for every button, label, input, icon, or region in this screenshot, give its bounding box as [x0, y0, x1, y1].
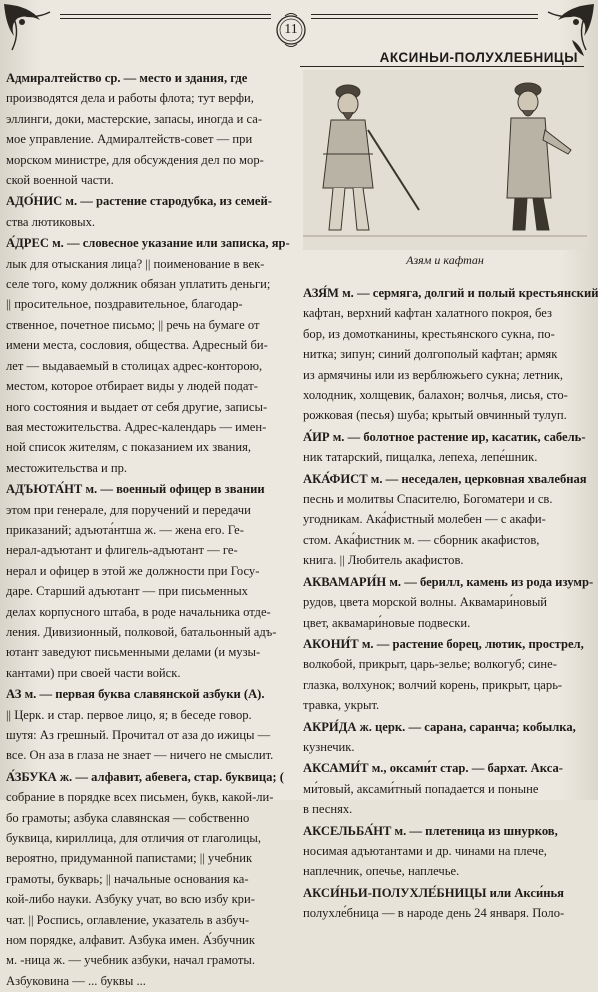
entry-line: полухле́бница — в народе день 24 января. Поло- [303, 906, 565, 921]
entry-line: кузнечик. [303, 739, 355, 754]
entry-line: АКОНИ́Т м. — растение борец, лютик, прострел, [303, 636, 584, 651]
entry-line: АДЪЮТА́НТ м. — военный офицер в звании [6, 482, 265, 497]
entry-line: Азбуковина — ... буквы ... [6, 973, 146, 988]
entry-line: ник татарский, пищалка, лепеха, лепе́шник. [303, 450, 538, 465]
entry-line: ной список жителям, с показанием их звания, [6, 440, 252, 455]
entry-line: вероятно, придуманной папистами; || учебник [6, 851, 253, 866]
entry-line: ства лютиковых. [6, 214, 96, 229]
entry-line: кой-либо науки. Азбуку учат, во всю избу кри- [6, 892, 255, 907]
entry-line: глазка, волхунок; волчий корень, прикрыт, царь- [303, 677, 563, 692]
entry-line: все. Он аза в глаза не знает — ничего не смыслит. [6, 748, 274, 763]
entry-line: из армячины или из верблюжьего сукна; летник, [303, 367, 564, 382]
dictionary-entry [303, 634, 591, 716]
entry-line: песнь и молитвы Спасителю, Богоматери и св. [303, 492, 553, 507]
entry-line: АЗЯ́М м. — сермяга, долгий и полый крестьянский [303, 286, 598, 300]
entry-line: ской военной части. [6, 173, 114, 188]
entry-line: АЗ м. — первая буква славянской азбуки (А). [6, 687, 265, 702]
entry-line: чат. || Роспись, оглавление, указатель в азбуч- [6, 912, 250, 927]
entry-line: А́ДРЕС м. — словесное указание или записка, яр- [6, 236, 290, 251]
entry-line: ном порядке, алфавит. Азбука имен. А́збучник [6, 933, 255, 948]
dictionary-entry [303, 572, 594, 633]
entry-line: грамоты, букварь; || начальные основания ка- [6, 871, 249, 886]
entry-line: делах корпусного штаба, в роде начальника отде- [6, 604, 271, 619]
entry-line: АДО́НИС м. — растение стародубка, из семей- [6, 194, 272, 209]
entry-line: АКСАМИ́Т м., оксами́т стар. — бархат. Акса- [303, 761, 563, 776]
dictionary-entry [303, 469, 591, 571]
entry-line: селе того, кому должник обязан уплатить деньги; [6, 277, 271, 292]
page-number-badge [271, 10, 311, 50]
entry-line: ственное, почетное письмо; || речь на бумаге от [6, 317, 260, 332]
dictionary-entry [6, 767, 298, 991]
entry-line: лет — выдаваемый в столицах адрес-конторою, [6, 358, 263, 373]
entry-line: вая местожительства. Адрес-календарь — имен- [6, 419, 267, 434]
entry-line: местом, которое отбирает виды у людей подат- [6, 379, 258, 394]
entry-line: морском министре, для обсуждения дел по мор- [6, 152, 264, 167]
peasants-in-kaftans-illustration [303, 70, 587, 250]
entry-line: книга. || Любитель акафистов. [303, 553, 464, 568]
entry-line: носимая адъютантами и др. чинами на плече, [303, 843, 547, 858]
entry-line: бо грамоты; азбука славянская — собственно [6, 810, 250, 825]
entry-line: волкобой, прикрыт, царь-зелье; волкогуб; сине- [303, 657, 557, 672]
entry-line: АКРИ́ДА ж. церк. — сарана, саранча; кобылка, [303, 719, 576, 734]
right-column [303, 283, 598, 925]
entry-line: рудов, цвета морской волны. Аквамари́новый [303, 595, 548, 610]
entry-line: рожковая (песья) шуба; крытый овчинный тулуп. [303, 408, 567, 423]
dictionary-entry [303, 283, 598, 426]
running-head-rule [300, 66, 584, 67]
entry-line: буквица, кириллица, для отличия от глаголицы, [6, 831, 262, 846]
running-head: АКСИНЬИ-ПОЛУХЛЕБНИЦЫ [379, 50, 578, 65]
entry-line: А́ЗБУКА ж. — алфавит, абевега, стар. буквица; ( [6, 769, 284, 784]
entry-line: собрание в порядке всех письмен, букв, какой-ли- [6, 790, 274, 805]
entry-line: || Церк. и стар. первое лицо, я; в беседе говор. [6, 707, 252, 722]
entry-line: эллинги, доки, мастерские, запасы, иногда и са- [6, 111, 263, 126]
entry-line: нерал-адъютант и флигель-адъютант — ге- [6, 543, 238, 558]
entry-line: цвет, аквамари́новые подвески. [303, 615, 471, 630]
entry-line: АКВАМАРИ́Н м. — берилл, камень из рода изумр- [303, 574, 594, 589]
entry-line: холодник, холщевик, балахон; волчья, лисья, сто- [303, 388, 568, 403]
dictionary-entry [303, 717, 591, 758]
entry-line: Адмиралтейство ср. — место и здания, где [6, 71, 248, 85]
entry-line: лык для отыскания лица? || поименование в век- [6, 256, 265, 271]
entry-line: нерал и офицер в этой же должности при Госу- [6, 563, 260, 578]
entry-line: кантами) при своей части войск. [6, 665, 181, 680]
entry-line: мое управление. Адмиралтейств-совет — при [6, 132, 253, 147]
entry-line: АКА́ФИСТ м. — неседален, церковная хвалебная [303, 471, 587, 486]
entry-line: АКСИ́НЬИ-ПОЛУХЛЕ́БНИЦЫ или Акси́нья [303, 885, 564, 900]
entry-line: бор, из домотканины, крестьянского сукна, по- [303, 326, 555, 341]
dictionary-entry [303, 883, 591, 924]
dictionary-entry [6, 479, 298, 683]
dictionary-entry [303, 821, 591, 882]
entry-line: местожительства и пр. [6, 460, 128, 475]
entry-line: производятся дела и работы флота; тут верфи, [6, 91, 254, 106]
entry-line: нитка; зипун; синий долгополый кафтан; армяк [303, 347, 558, 362]
entry-line: стом. Ака́фистник м. — сборник акафистов, [303, 532, 540, 547]
entry-line: кафтан, верхний кафтан халатного покроя, без [303, 306, 552, 321]
illustration-caption: Азям и кафтан [406, 253, 484, 267]
page-number: 11 [284, 22, 298, 37]
entry-line: угодникам. Ака́фистный молебен — с акафи- [303, 512, 546, 527]
entry-line: имени места, сословия, общества. Адресный би- [6, 338, 268, 353]
entry-line: || просительное, поздравительное, благодар- [6, 297, 243, 312]
dictionary-entry [6, 191, 298, 232]
entry-line: в песнях. [303, 802, 353, 817]
dictionary-entry [6, 68, 298, 190]
entry-line: наплечник, опечье, наплечье. [303, 864, 460, 879]
dictionary-entry [303, 427, 591, 468]
entry-line: даре. Старший адъютант — при письменных [6, 584, 248, 599]
entry-line: А́ИР м. — болотное растение ир, касатик, сабель- [303, 429, 586, 444]
left-column [6, 68, 298, 992]
entry-line: травка, укрыт. [303, 698, 380, 713]
entry-line: шутя: Аз грешный. Прочитал от аза до ижицы — [6, 728, 271, 742]
dictionary-entry [6, 233, 298, 478]
dictionary-entry [303, 758, 591, 819]
entry-line: ления. Дивизионный, полковой, батальонный адъ- [6, 624, 277, 639]
entry-line: АКСЕЛЬБА́НТ м. — плетеница из шнурков, [303, 823, 558, 838]
dictionary-entry [6, 684, 298, 766]
entry-line: ютант заведуют письменными делами (и музы- [6, 645, 261, 660]
entry-line: ного состояния и выдает от себя другие, записы- [6, 399, 268, 414]
entry-line: этом при генерале, для поручений и передачи [6, 502, 251, 517]
entry-line: ми́товый, аксами́тный попадается и поныне [303, 781, 539, 796]
entry-line: м. -ница ж. — учебник азбуки, начал грамоты. [6, 953, 256, 968]
illustration [303, 70, 587, 250]
entry-line: приказаний; адъюта́нтша ж. — жена его. Ге- [6, 522, 244, 537]
ornament-corner-icon [0, 0, 70, 70]
